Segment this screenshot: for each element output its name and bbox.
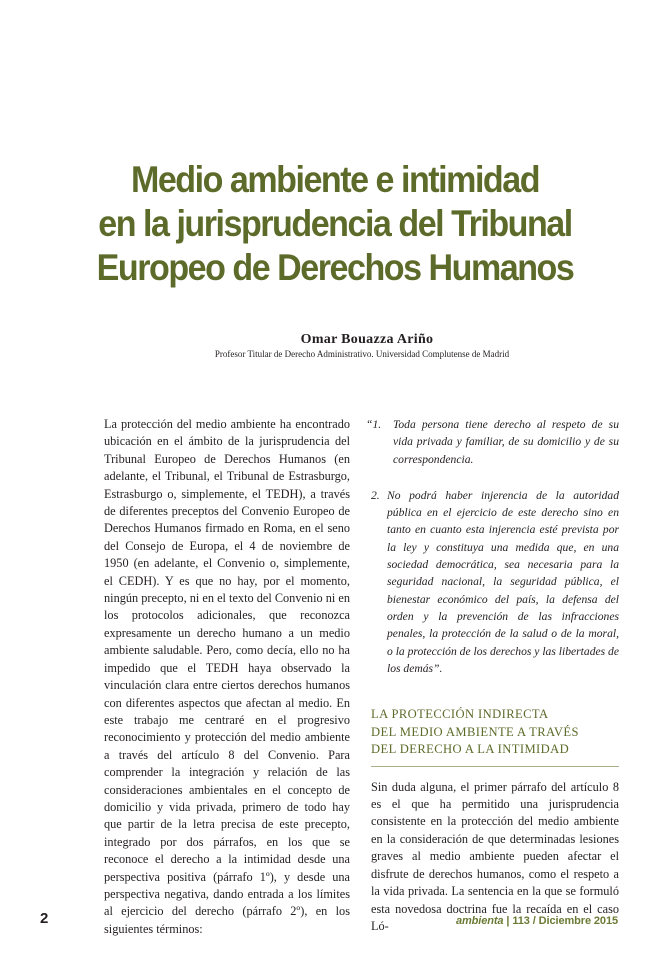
quote-item-number: 2. xyxy=(371,488,380,502)
author-name: Omar Bouazza Ariño xyxy=(300,332,434,347)
right-column xyxy=(366,416,619,935)
left-column xyxy=(104,416,350,938)
section-paragraph: Sin duda alguna, el primer párrafo del artículo 8 es el que ha permitido una jurisprudencia consistente en la protección del medio ambiente en la consideración de que determinadas lesiones graves al medio ambiente pueden afectar el disfrute de derechos humanos, como el respeto a la vida privada. La sentencia en la que se formuló esta novedosa doctrina fue la recaída en el caso Ló- xyxy=(371,779,619,933)
magazine-name: ambienta xyxy=(455,915,504,927)
issue-info: | 113 / Diciembre 2015 xyxy=(506,915,618,927)
article-title xyxy=(27,158,643,290)
running-footer xyxy=(456,915,618,927)
quote-item-number: “1. xyxy=(366,418,382,431)
page-number: 2 xyxy=(40,910,49,927)
section-heading xyxy=(371,706,619,759)
article-8-quote xyxy=(366,416,619,677)
section-divider xyxy=(371,766,619,767)
quote-item-text: No podrá haber injerencia de la autoridad pública en el ejercicio de este derecho sino en tanto en cuanto esta injerencia esté prevista por la ley y constituya una medida que, en una sociedad democrática, sea necesaria para la seguridad nacional, la seguridad pública, el bienestar económico del país, la defensa del orden y la prevención de las infracciones penales, la protección de la salud o de la moral, o la protección de los derechos y las libertades de los demás”. xyxy=(387,488,619,675)
intro-paragraph: La protección del medio ambiente ha encontrado ubicación en el ámbito de la jurisprudencia del Tribunal Europeo de Derechos Humanos (en adelante, el Tribunal, el Tribunal de Estrasburgo, Estrasburgo o, simplemente, el TEDH), a través de diferentes preceptos del Convenio Europeo de Derechos Humanos firmado en Roma, en el seno del Consejo de Europa, el 4 de noviembre de 1950 (en adelante, el Convenio o, simplemente, el CEDH). Y es que no hay, por el momento, ningún precepto, ni en el texto del Convenio ni en los protocolos adicionales, que reconozca expresamente un derecho humano a un medio ambiente saludable. Pero, como decía, ello no ha impedido que el TEDH haya observado la vinculación clara entre ciertos derechos humanos con diferentes aspectos que afectan al medio. En este trabajo me centraré en el progresivo reconocimiento y protección del medio ambiente a través del artículo 8 del Convenio. Para comprender la integración y relación de las consideraciones ambientales en el concepto de domicilio y vida privada, primero de todo hay que partir de la letra precisa de este precepto, integrado por dos párrafos, en los que se reconoce el derecho a la intimidad desde una perspectiva positiva (párrafo 1º), y desde una perspectiva negativa, dando entrada a los límites al ejercicio del derecho (párrafo 2º), en los siguientes términos: xyxy=(104,417,350,936)
section-heading-line-1: LA PROTECCIÓN INDIRECTA xyxy=(371,707,549,722)
title-line-2: en la jurisprudencia del Tribunal xyxy=(98,203,572,244)
title-line-3: Europeo de Derechos Humanos xyxy=(96,247,574,288)
section-heading-line-2: DEL MEDIO AMBIENTE A TRAVÉS xyxy=(371,724,579,739)
quote-item xyxy=(366,416,619,468)
section-heading-line-3: DEL DERECHO A LA INTIMIDAD xyxy=(371,742,570,757)
quote-item-text: Toda persona tiene derecho al respeto de su vida privada y familiar, de su domicilio y de su correspondencia. xyxy=(393,418,619,466)
author-affiliation: Profesor Titular de Derecho Administrativo. Universidad Complutense de Madrid xyxy=(214,349,510,359)
quote-item xyxy=(371,487,619,677)
title-line-1: Medio ambiente e intimidad xyxy=(130,159,540,200)
